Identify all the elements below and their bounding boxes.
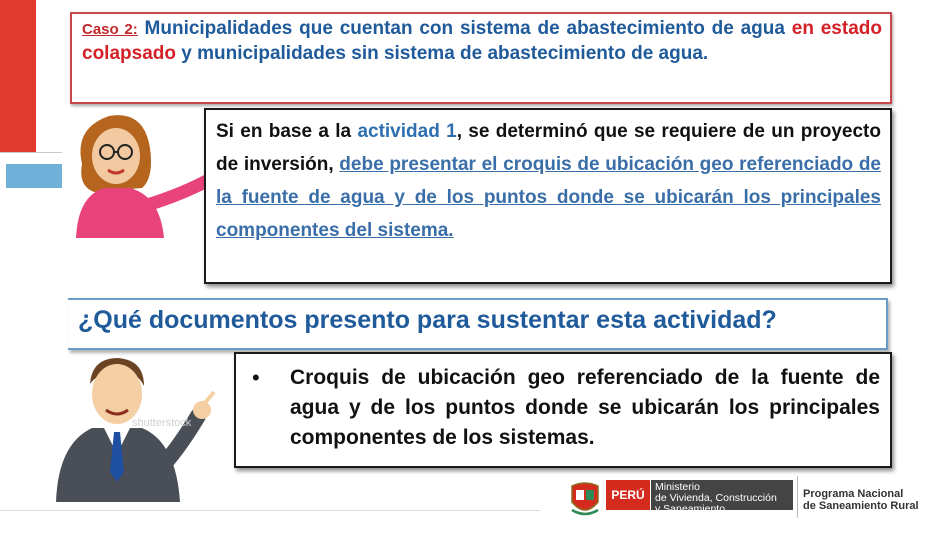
program-logo-text [803, 488, 919, 512]
ministry-line-2: de Vivienda, Construcción [655, 492, 777, 504]
watermark-text: shutterstock [132, 417, 192, 429]
man-pointing-illustration [52, 354, 230, 502]
case-text-2: y municipalidades sin sistema de abastecimiento de agua. [175, 43, 709, 64]
peru-label: PERÚ [611, 488, 645, 502]
info-text-1: Si en base a la [216, 121, 358, 142]
case-text-highlight: en estado colapsado [82, 18, 882, 64]
answer-text: Croquis de ubicación geo referenciado de la fuente de agua y de los puntos donde se ubicarán los principales componentes de los sistemas. [290, 366, 880, 449]
decorative-red-bar [0, 0, 36, 152]
decorative-divider [0, 152, 62, 153]
info-requirement-text: debe presentar el croquis de ubicación geo referenciado de la fuente de agua y de los puntos donde se ubicarán los principales componentes del sistema. [216, 154, 882, 241]
ministry-line-3: y Saneamiento [655, 503, 726, 515]
bullet-point: • [252, 365, 260, 390]
program-line-2: de Saneamiento Rural [803, 500, 919, 512]
question-banner [68, 298, 888, 350]
case-description-box [70, 12, 892, 104]
info-activity-reference: actividad 1 [357, 121, 457, 142]
program-line-1: Programa Nacional [803, 488, 904, 500]
decorative-blue-tab [6, 164, 62, 188]
footer-separator [797, 476, 798, 518]
case-text-1: Municipalidades que cuentan con sistema de abastecimiento de agua [137, 18, 792, 39]
question-text: ¿Qué documentos presento para sustentar esta actividad? [78, 306, 777, 334]
case-label: Caso 2: [82, 21, 138, 38]
ministry-logo-badge [651, 480, 793, 515]
activity-info-box [204, 108, 892, 284]
national-seal-icon [568, 480, 602, 520]
peru-logo-badge [606, 480, 650, 510]
info-text-2: , se determinó que se requiere de un proyecto de inversión, [216, 121, 881, 175]
answer-box [234, 352, 892, 468]
footer-divider [0, 510, 540, 511]
ministry-line-1: Ministerio [655, 481, 700, 493]
